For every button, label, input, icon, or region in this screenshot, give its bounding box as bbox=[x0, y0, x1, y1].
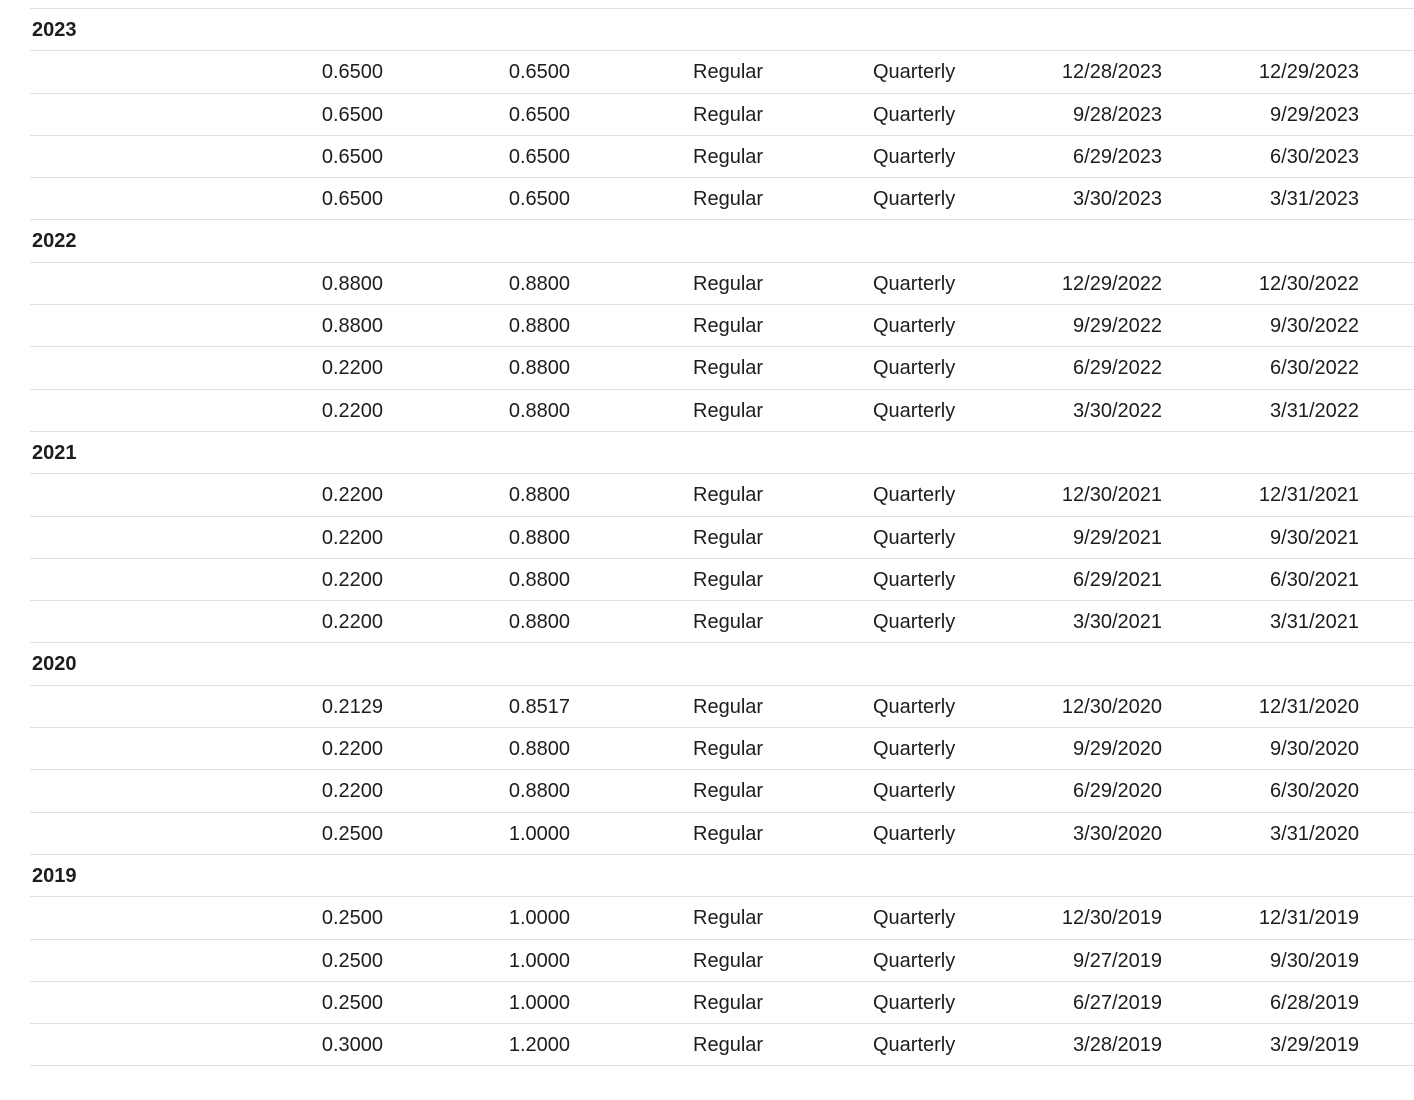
frequency-cell: Quarterly bbox=[873, 315, 956, 338]
dividend-type-cell: Regular bbox=[693, 484, 764, 507]
adjusted-amount-cell: 0.8800 bbox=[508, 738, 570, 761]
adjusted-amount-cell: 0.8800 bbox=[508, 484, 570, 507]
dividend-amount-cell: 0.2500 bbox=[321, 991, 383, 1014]
table-row bbox=[30, 94, 1414, 136]
dividend-amount-cell: 0.2200 bbox=[321, 568, 383, 591]
adjusted-amount-cell: 0.6500 bbox=[508, 103, 570, 126]
year-label: 2021 bbox=[32, 441, 77, 464]
dividend-amount-cell: 0.2500 bbox=[321, 907, 383, 930]
year-group-header bbox=[30, 220, 1414, 262]
pay-date-cell: 6/30/2023 bbox=[1270, 145, 1359, 168]
adjusted-amount-cell: 1.0000 bbox=[508, 907, 570, 930]
ex-date-cell: 9/29/2022 bbox=[1073, 315, 1162, 338]
pay-date-cell: 12/31/2021 bbox=[1258, 484, 1359, 507]
pay-date-cell: 12/31/2019 bbox=[1258, 907, 1359, 930]
dividend-type-cell: Regular bbox=[693, 272, 764, 295]
pay-date-cell: 9/29/2023 bbox=[1270, 103, 1359, 126]
ex-date-cell: 6/29/2020 bbox=[1073, 780, 1162, 803]
pay-date-cell: 3/31/2022 bbox=[1270, 399, 1359, 422]
table-row bbox=[30, 1024, 1414, 1066]
dividend-amount-cell: 0.2200 bbox=[321, 399, 383, 422]
ex-date-cell: 3/30/2023 bbox=[1073, 188, 1162, 211]
adjusted-amount-cell: 0.6500 bbox=[508, 61, 570, 84]
year-group-header bbox=[30, 643, 1414, 685]
dividend-type-cell: Regular bbox=[693, 103, 764, 126]
dividend-amount-cell: 0.2500 bbox=[321, 949, 383, 972]
adjusted-amount-cell: 0.8517 bbox=[508, 695, 570, 718]
ex-date-cell: 12/30/2020 bbox=[1061, 695, 1162, 718]
dividend-type-cell: Regular bbox=[693, 526, 764, 549]
dividend-type-cell: Regular bbox=[693, 695, 764, 718]
frequency-cell: Quarterly bbox=[873, 611, 956, 634]
dividend-type-cell: Regular bbox=[693, 780, 764, 803]
ex-date-cell: 9/29/2020 bbox=[1073, 738, 1162, 761]
table-row bbox=[30, 517, 1414, 559]
table-row bbox=[30, 305, 1414, 347]
ex-date-cell: 9/29/2021 bbox=[1073, 526, 1162, 549]
table-row bbox=[30, 686, 1414, 728]
dividend-amount-cell: 0.2200 bbox=[321, 738, 383, 761]
frequency-cell: Quarterly bbox=[873, 103, 956, 126]
pay-date-cell: 9/30/2019 bbox=[1270, 949, 1359, 972]
adjusted-amount-cell: 0.8800 bbox=[508, 780, 570, 803]
table-row bbox=[30, 390, 1414, 432]
adjusted-amount-cell: 0.8800 bbox=[508, 526, 570, 549]
ex-date-cell: 12/28/2023 bbox=[1061, 61, 1162, 84]
table-row bbox=[30, 728, 1414, 770]
table-row bbox=[30, 940, 1414, 982]
table-row bbox=[30, 897, 1414, 939]
pay-date-cell: 12/29/2023 bbox=[1258, 61, 1359, 84]
table-row bbox=[30, 559, 1414, 601]
dividend-type-cell: Regular bbox=[693, 568, 764, 591]
adjusted-amount-cell: 0.8800 bbox=[508, 357, 570, 380]
frequency-cell: Quarterly bbox=[873, 822, 956, 845]
dividend-type-cell: Regular bbox=[693, 188, 764, 211]
ex-date-cell: 12/30/2021 bbox=[1061, 484, 1162, 507]
pay-date-cell: 9/30/2021 bbox=[1270, 526, 1359, 549]
pay-date-cell: 12/31/2020 bbox=[1258, 695, 1359, 718]
table-row bbox=[30, 770, 1414, 812]
frequency-cell: Quarterly bbox=[873, 188, 956, 211]
dividend-amount-cell: 0.3000 bbox=[321, 1034, 383, 1057]
dividend-amount-cell: 0.2500 bbox=[321, 822, 383, 845]
adjusted-amount-cell: 0.8800 bbox=[508, 272, 570, 295]
ex-date-cell: 6/29/2021 bbox=[1073, 568, 1162, 591]
adjusted-amount-cell: 1.0000 bbox=[508, 991, 570, 1014]
adjusted-amount-cell: 0.8800 bbox=[508, 611, 570, 634]
frequency-cell: Quarterly bbox=[873, 780, 956, 803]
dividend-amount-cell: 0.2129 bbox=[321, 695, 383, 718]
dividend-amount-cell: 0.2200 bbox=[321, 780, 383, 803]
table-row bbox=[30, 136, 1414, 178]
dividend-type-cell: Regular bbox=[693, 611, 764, 634]
ex-date-cell: 6/29/2022 bbox=[1073, 357, 1162, 380]
dividend-amount-cell: 0.6500 bbox=[321, 61, 383, 84]
adjusted-amount-cell: 0.8800 bbox=[508, 315, 570, 338]
frequency-cell: Quarterly bbox=[873, 145, 956, 168]
year-label: 2023 bbox=[32, 19, 77, 41]
adjusted-amount-cell: 1.2000 bbox=[508, 1034, 570, 1057]
ex-date-cell: 3/30/2020 bbox=[1073, 822, 1162, 845]
year-group-header bbox=[30, 9, 1414, 51]
dividend-amount-cell: 0.8800 bbox=[321, 272, 383, 295]
ex-date-cell: 3/30/2022 bbox=[1073, 399, 1162, 422]
dividend-type-cell: Regular bbox=[693, 145, 764, 168]
dividend-type-cell: Regular bbox=[693, 399, 764, 422]
frequency-cell: Quarterly bbox=[873, 568, 956, 591]
dividend-history-table bbox=[30, 8, 1414, 1066]
ex-date-cell: 9/27/2019 bbox=[1073, 949, 1162, 972]
pay-date-cell: 3/31/2023 bbox=[1270, 188, 1359, 211]
pay-date-cell: 12/30/2022 bbox=[1258, 272, 1359, 295]
dividend-type-cell: Regular bbox=[693, 991, 764, 1014]
pay-date-cell: 9/30/2022 bbox=[1270, 315, 1359, 338]
dividend-amount-cell: 0.6500 bbox=[321, 188, 383, 211]
pay-date-cell: 3/31/2020 bbox=[1270, 822, 1359, 845]
adjusted-amount-cell: 0.6500 bbox=[508, 145, 570, 168]
pay-date-cell: 6/30/2021 bbox=[1270, 568, 1359, 591]
ex-date-cell: 6/29/2023 bbox=[1073, 145, 1162, 168]
dividend-type-cell: Regular bbox=[693, 1034, 764, 1057]
frequency-cell: Quarterly bbox=[873, 991, 956, 1014]
frequency-cell: Quarterly bbox=[873, 272, 956, 295]
dividend-type-cell: Regular bbox=[693, 822, 764, 845]
ex-date-cell: 12/30/2019 bbox=[1061, 907, 1162, 930]
table-row bbox=[30, 474, 1414, 516]
table-row bbox=[30, 601, 1414, 643]
dividend-amount-cell: 0.6500 bbox=[321, 145, 383, 168]
frequency-cell: Quarterly bbox=[873, 399, 956, 422]
year-group-header bbox=[30, 432, 1414, 474]
adjusted-amount-cell: 1.0000 bbox=[508, 822, 570, 845]
dividend-type-cell: Regular bbox=[693, 315, 764, 338]
pay-date-cell: 3/31/2021 bbox=[1270, 611, 1359, 634]
pay-date-cell: 6/28/2019 bbox=[1270, 991, 1359, 1014]
frequency-cell: Quarterly bbox=[873, 526, 956, 549]
adjusted-amount-cell: 0.8800 bbox=[508, 399, 570, 422]
frequency-cell: Quarterly bbox=[873, 357, 956, 380]
year-label: 2019 bbox=[32, 864, 77, 887]
year-group-header bbox=[30, 855, 1414, 897]
frequency-cell: Quarterly bbox=[873, 484, 956, 507]
pay-date-cell: 9/30/2020 bbox=[1270, 738, 1359, 761]
frequency-cell: Quarterly bbox=[873, 907, 956, 930]
table-row bbox=[30, 51, 1414, 93]
ex-date-cell: 12/29/2022 bbox=[1061, 272, 1162, 295]
frequency-cell: Quarterly bbox=[873, 61, 956, 84]
pay-date-cell: 3/29/2019 bbox=[1270, 1034, 1359, 1057]
dividend-type-cell: Regular bbox=[693, 61, 764, 84]
adjusted-amount-cell: 0.8800 bbox=[508, 568, 570, 591]
pay-date-cell: 6/30/2020 bbox=[1270, 780, 1359, 803]
ex-date-cell: 3/30/2021 bbox=[1073, 611, 1162, 634]
dividend-amount-cell: 0.8800 bbox=[321, 315, 383, 338]
table-row bbox=[30, 263, 1414, 305]
dividend-amount-cell: 0.6500 bbox=[321, 103, 383, 126]
frequency-cell: Quarterly bbox=[873, 1034, 956, 1057]
table-row bbox=[30, 813, 1414, 855]
adjusted-amount-cell: 0.6500 bbox=[508, 188, 570, 211]
dividend-amount-cell: 0.2200 bbox=[321, 611, 383, 634]
adjusted-amount-cell: 1.0000 bbox=[508, 949, 570, 972]
frequency-cell: Quarterly bbox=[873, 695, 956, 718]
frequency-cell: Quarterly bbox=[873, 949, 956, 972]
dividend-amount-cell: 0.2200 bbox=[321, 484, 383, 507]
dividend-type-cell: Regular bbox=[693, 949, 764, 972]
ex-date-cell: 6/27/2019 bbox=[1073, 991, 1162, 1014]
dividend-amount-cell: 0.2200 bbox=[321, 357, 383, 380]
table-row bbox=[30, 347, 1414, 389]
dividend-type-cell: Regular bbox=[693, 907, 764, 930]
pay-date-cell: 6/30/2022 bbox=[1270, 357, 1359, 380]
year-label: 2020 bbox=[32, 653, 77, 676]
table-row bbox=[30, 178, 1414, 220]
table-row bbox=[30, 982, 1414, 1024]
dividend-type-cell: Regular bbox=[693, 357, 764, 380]
ex-date-cell: 3/28/2019 bbox=[1073, 1034, 1162, 1057]
ex-date-cell: 9/28/2023 bbox=[1073, 103, 1162, 126]
year-label: 2022 bbox=[32, 230, 77, 253]
dividend-amount-cell: 0.2200 bbox=[321, 526, 383, 549]
frequency-cell: Quarterly bbox=[873, 738, 956, 761]
dividend-type-cell: Regular bbox=[693, 738, 764, 761]
